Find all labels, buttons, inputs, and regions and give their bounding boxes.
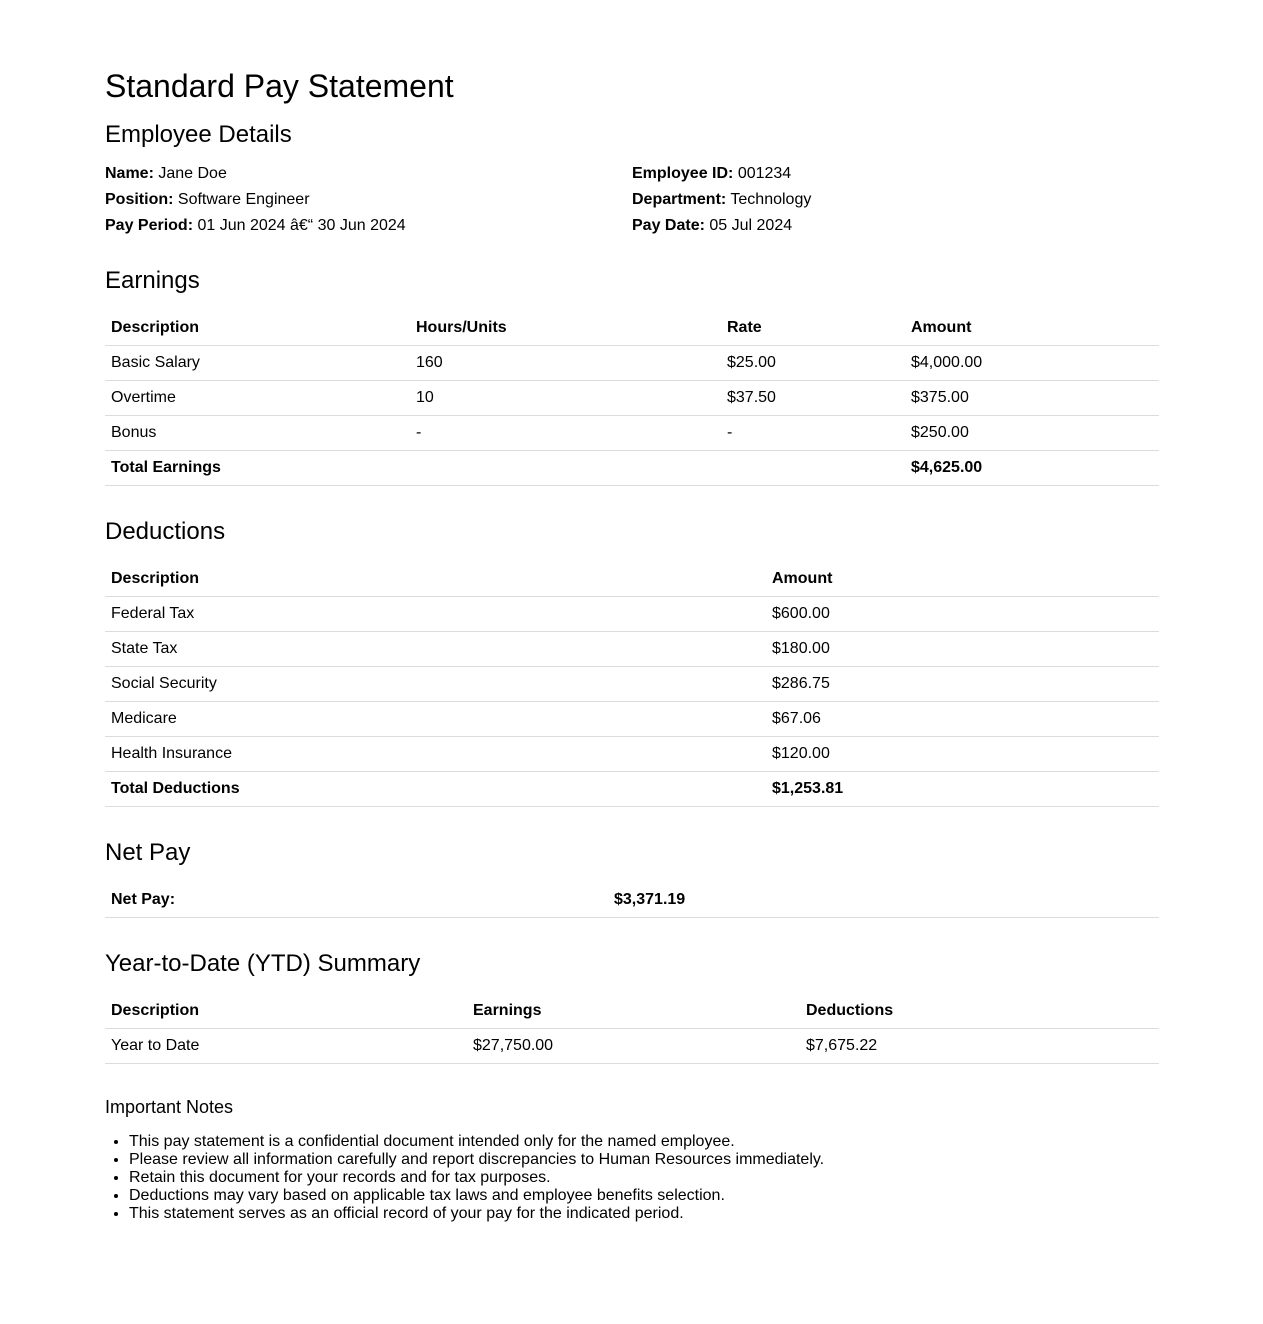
table-row bbox=[105, 346, 1159, 381]
earnings-total-row bbox=[105, 451, 1159, 486]
earnings-col-amount: Amount bbox=[905, 311, 1159, 346]
table-row bbox=[105, 737, 1159, 772]
earnings-header-row bbox=[105, 311, 1159, 346]
deductions-cell: $286.75 bbox=[766, 667, 1159, 702]
list-item: • This statement serves as an official record of your pay for the indicated period. bbox=[129, 1205, 824, 1223]
net-pay-heading: Net Pay bbox=[105, 839, 191, 866]
list-item: • This pay statement is a confidential document intended only for the named employee. bbox=[129, 1133, 824, 1151]
earnings-cell: $250.00 bbox=[905, 416, 1159, 451]
table-row bbox=[105, 632, 1159, 667]
ytd-cell: $27,750.00 bbox=[467, 1029, 800, 1064]
deductions-cell: State Tax bbox=[105, 632, 766, 667]
earnings-cell: $25.00 bbox=[721, 346, 905, 381]
employee-position-value: Software Engineer bbox=[177, 191, 310, 208]
deductions-cell: $67.06 bbox=[766, 702, 1159, 737]
list-item: • Deductions may vary based on applicable tax laws and employee benefits selection. bbox=[129, 1187, 824, 1205]
deductions-total-amount: $1,253.81 bbox=[766, 772, 1159, 807]
ytd-heading: Year-to-Date (YTD) Summary bbox=[105, 950, 421, 977]
table-row bbox=[105, 1029, 1159, 1064]
pay-period-value: 01 Jun 2024 â€“ 30 Jun 2024 bbox=[197, 217, 406, 234]
department-value: Technology bbox=[730, 191, 812, 208]
deductions-heading: Deductions bbox=[105, 518, 226, 545]
earnings-table bbox=[105, 311, 1159, 486]
deductions-cell: Health Insurance bbox=[105, 737, 766, 772]
deductions-cell: Federal Tax bbox=[105, 597, 766, 632]
deductions-total-label: Total Deductions bbox=[105, 772, 766, 807]
net-pay-label: Net Pay: bbox=[105, 883, 608, 918]
earnings-col-description: Description bbox=[105, 311, 410, 346]
department bbox=[632, 192, 811, 208]
ytd-header-row bbox=[105, 994, 1159, 1029]
earnings-col-hours: Hours/Units bbox=[410, 311, 721, 346]
pay-date-label: Pay Date: bbox=[632, 217, 705, 234]
employee-name bbox=[105, 166, 227, 182]
net-pay-amount: $3,371.19 bbox=[608, 883, 1159, 918]
ytd-cell: $7,675.22 bbox=[800, 1029, 1159, 1064]
earnings-cell: - bbox=[410, 416, 721, 451]
list-item: • Retain this document for your records and for tax purposes. bbox=[129, 1169, 824, 1187]
employee-name-label: Name: bbox=[105, 165, 154, 182]
net-pay-table bbox=[105, 883, 1159, 918]
employee-name-value: Jane Doe bbox=[158, 165, 227, 182]
deductions-cell: $180.00 bbox=[766, 632, 1159, 667]
deductions-total-row bbox=[105, 772, 1159, 807]
earnings-cell: Bonus bbox=[105, 416, 410, 451]
employee-details-heading: Employee Details bbox=[105, 121, 292, 148]
deductions-header-row bbox=[105, 562, 1159, 597]
pay-date bbox=[632, 218, 792, 234]
pay-period-label: Pay Period: bbox=[105, 217, 194, 234]
earnings-total-label: Total Earnings bbox=[105, 451, 905, 486]
employee-position-label: Position: bbox=[105, 191, 174, 208]
ytd-col-earnings: Earnings bbox=[467, 994, 800, 1029]
deductions-cell: Social Security bbox=[105, 667, 766, 702]
ytd-cell: Year to Date bbox=[105, 1029, 467, 1064]
ytd-col-description: Description bbox=[105, 994, 467, 1029]
earnings-cell: $37.50 bbox=[721, 381, 905, 416]
deductions-table bbox=[105, 562, 1159, 807]
deductions-cell: Medicare bbox=[105, 702, 766, 737]
net-pay-row bbox=[105, 883, 1159, 918]
pay-period bbox=[105, 218, 406, 234]
table-row bbox=[105, 667, 1159, 702]
earnings-total-amount: $4,625.00 bbox=[905, 451, 1159, 486]
ytd-col-deductions: Deductions bbox=[800, 994, 1159, 1029]
deductions-cell: $120.00 bbox=[766, 737, 1159, 772]
table-row bbox=[105, 381, 1159, 416]
table-row bbox=[105, 416, 1159, 451]
page-title: Standard Pay Statement bbox=[105, 68, 454, 104]
employee-id-label: Employee ID: bbox=[632, 165, 734, 182]
earnings-cell: $375.00 bbox=[905, 381, 1159, 416]
earnings-heading: Earnings bbox=[105, 267, 200, 294]
table-row bbox=[105, 702, 1159, 737]
employee-id-value: 001234 bbox=[737, 165, 792, 182]
list-item: • Please review all information carefully and report discrepancies to Human Resources immediately. bbox=[129, 1151, 824, 1169]
pay-date-value: 05 Jul 2024 bbox=[709, 217, 793, 234]
earnings-cell: Overtime bbox=[105, 381, 410, 416]
employee-position bbox=[105, 192, 310, 208]
earnings-cell: Basic Salary bbox=[105, 346, 410, 381]
table-row bbox=[105, 597, 1159, 632]
department-label: Department: bbox=[632, 191, 727, 208]
deductions-col-description: Description bbox=[105, 562, 766, 597]
deductions-cell: $600.00 bbox=[766, 597, 1159, 632]
earnings-cell: - bbox=[721, 416, 905, 451]
deductions-col-amount: Amount bbox=[766, 562, 1159, 597]
earnings-cell: 10 bbox=[410, 381, 721, 416]
earnings-col-rate: Rate bbox=[721, 311, 905, 346]
employee-id bbox=[632, 166, 791, 182]
earnings-cell: $4,000.00 bbox=[905, 346, 1159, 381]
ytd-table bbox=[105, 994, 1159, 1064]
notes-heading: Important Notes bbox=[105, 1097, 234, 1117]
earnings-cell: 160 bbox=[410, 346, 721, 381]
notes-list bbox=[105, 1133, 824, 1223]
